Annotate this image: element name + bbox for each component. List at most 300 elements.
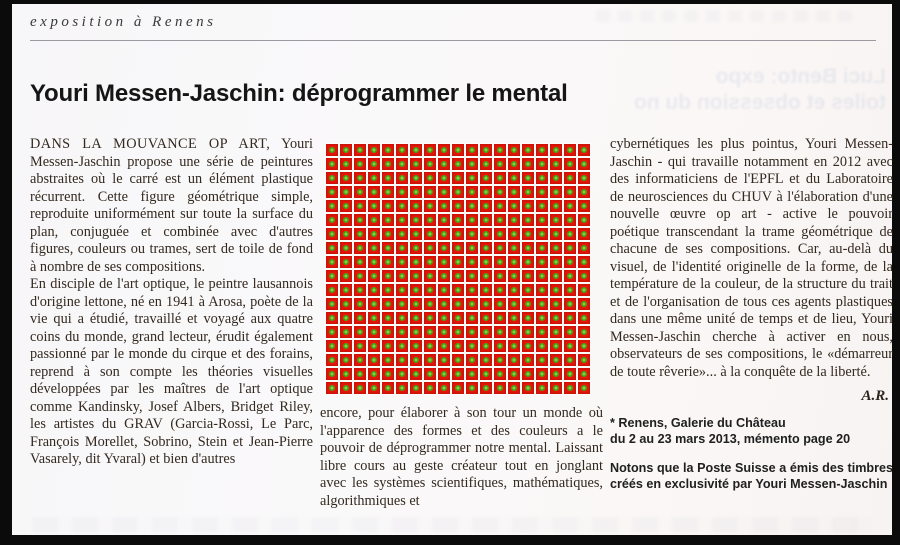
- op-art-cell: [354, 326, 366, 338]
- paragraph-1-text: Youri Messen-Jaschin propose une série de peintures abstraites où le carré est un élément plastique récurrent. Cette figure géométrique simple, reproduite uniformément sur toute la surface du plan, conjuguée et combinée avec d'autres figures, couleurs ou trames, sert de toile de fond à nombre de ses compositions.: [30, 136, 313, 275]
- op-art-cell: [466, 158, 478, 170]
- op-art-cell: [326, 298, 338, 310]
- op-art-cell: [340, 158, 352, 170]
- op-art-cell: [438, 284, 450, 296]
- op-art-cell: [452, 270, 464, 282]
- op-art-cell: [480, 186, 492, 198]
- op-art-cell: [564, 256, 576, 268]
- op-art-cell: [382, 144, 394, 156]
- op-art-cell: [536, 214, 548, 226]
- op-art-cell: [494, 298, 506, 310]
- op-art-cell: [326, 256, 338, 268]
- op-art-cell: [340, 186, 352, 198]
- ghost-line-2: toiles et obsession du no: [633, 91, 886, 114]
- op-art-cell: [354, 256, 366, 268]
- op-art-cell: [494, 242, 506, 254]
- op-art-cell: [452, 158, 464, 170]
- op-art-cell: [550, 242, 562, 254]
- op-art-cell: [354, 298, 366, 310]
- op-art-cell: [536, 186, 548, 198]
- op-art-cell: [480, 382, 492, 394]
- op-art-cell: [452, 200, 464, 212]
- op-art-cell: [480, 270, 492, 282]
- op-art-cell: [522, 158, 534, 170]
- header-rule: [30, 40, 876, 41]
- op-art-cell: [564, 326, 576, 338]
- op-art-cell: [382, 298, 394, 310]
- op-art-cell: [368, 144, 380, 156]
- op-art-cell: [536, 270, 548, 282]
- op-art-cell: [326, 312, 338, 324]
- op-art-cell: [536, 228, 548, 240]
- op-art-cell: [452, 186, 464, 198]
- op-art-cell: [494, 214, 506, 226]
- op-art-cell: [438, 144, 450, 156]
- op-art-cell: [368, 270, 380, 282]
- op-art-cell: [480, 172, 492, 184]
- op-art-cell: [550, 144, 562, 156]
- op-art-cell: [368, 382, 380, 394]
- op-art-cell: [466, 172, 478, 184]
- op-art-cell: [536, 158, 548, 170]
- op-art-cell: [438, 340, 450, 352]
- ghost-line-1: Luci Bento: expo: [715, 65, 886, 88]
- op-art-cell: [410, 354, 422, 366]
- op-art-cell: [368, 158, 380, 170]
- op-art-cell: [578, 326, 590, 338]
- op-art-cell: [578, 172, 590, 184]
- op-art-cell: [326, 284, 338, 296]
- op-art-cell: [494, 172, 506, 184]
- op-art-cell: [354, 354, 366, 366]
- op-art-cell: [508, 214, 520, 226]
- op-art-cell: [480, 312, 492, 324]
- op-art-cell: [536, 256, 548, 268]
- op-art-cell: [326, 326, 338, 338]
- op-art-cell: [382, 242, 394, 254]
- op-art-cell: [578, 270, 590, 282]
- op-art-cell: [410, 256, 422, 268]
- op-art-cell: [382, 312, 394, 324]
- op-art-cell: [522, 382, 534, 394]
- op-art-cell: [480, 340, 492, 352]
- op-art-cell: [536, 144, 548, 156]
- op-art-cell: [508, 228, 520, 240]
- op-art-cell: [410, 368, 422, 380]
- op-art-cell: [382, 256, 394, 268]
- op-art-cell: [438, 158, 450, 170]
- op-art-cell: [410, 186, 422, 198]
- op-art-cell: [368, 368, 380, 380]
- op-art-cell: [410, 214, 422, 226]
- op-art-cell: [396, 158, 408, 170]
- op-art-cell: [522, 284, 534, 296]
- op-art-cell: [368, 298, 380, 310]
- op-art-cell: [508, 200, 520, 212]
- op-art-cell: [494, 270, 506, 282]
- op-art-cell: [550, 368, 562, 380]
- op-art-cell: [424, 340, 436, 352]
- op-art-cell: [508, 298, 520, 310]
- op-art-cell: [326, 200, 338, 212]
- op-art-cell: [480, 144, 492, 156]
- op-art-cell: [368, 228, 380, 240]
- op-art-cell: [396, 256, 408, 268]
- op-art-cell: [564, 158, 576, 170]
- op-art-cell: [438, 270, 450, 282]
- op-art-cell: [452, 368, 464, 380]
- op-art-cell: [550, 354, 562, 366]
- op-art-cell: [438, 186, 450, 198]
- op-art-cell: [466, 256, 478, 268]
- scanned-page: [12, 4, 892, 535]
- op-art-cell: [522, 200, 534, 212]
- op-art-cell: [494, 228, 506, 240]
- op-art-cell: [564, 214, 576, 226]
- op-art-cell: [452, 256, 464, 268]
- op-art-cell: [424, 228, 436, 240]
- op-art-cell: [438, 172, 450, 184]
- op-art-cell: [452, 326, 464, 338]
- op-art-cell: [466, 200, 478, 212]
- op-art-cell: [326, 354, 338, 366]
- op-art-cell: [424, 256, 436, 268]
- paragraph-encore: encore, pour élaborer à son tour un monde où l'apparence des formes et des couleurs a le pouvoir de déprogrammer notre mental. Laissant libre cours au geste créateur tout en jonglant avec les systèmes scientifiques, mathématiques, algorithmiques et: [320, 405, 603, 509]
- op-art-cell: [550, 382, 562, 394]
- op-art-cell: [578, 200, 590, 212]
- op-art-cell: [564, 312, 576, 324]
- op-art-cell: [564, 186, 576, 198]
- op-art-cell: [340, 340, 352, 352]
- op-art-cell: [396, 340, 408, 352]
- op-art-cell: [368, 186, 380, 198]
- op-art-cell: [326, 270, 338, 282]
- article-column-1: [30, 136, 313, 469]
- op-art-cell: [578, 214, 590, 226]
- op-art-cell: [326, 214, 338, 226]
- op-art-cell: [424, 186, 436, 198]
- op-art-cell: [424, 172, 436, 184]
- op-art-cell: [438, 368, 450, 380]
- op-art-cell: [578, 186, 590, 198]
- op-art-cell: [536, 200, 548, 212]
- op-art-cell: [480, 326, 492, 338]
- op-art-cell: [396, 228, 408, 240]
- op-art-cell: [382, 354, 394, 366]
- op-art-cell: [354, 144, 366, 156]
- op-art-cell: [396, 214, 408, 226]
- op-art-cell: [466, 242, 478, 254]
- op-art-cell: [508, 382, 520, 394]
- op-art-cell: [382, 340, 394, 352]
- op-art-cell: [480, 228, 492, 240]
- op-art-cell: [354, 228, 366, 240]
- op-art-cell: [452, 214, 464, 226]
- op-art-cell: [564, 242, 576, 254]
- op-art-cell: [452, 228, 464, 240]
- op-art-cell: [522, 312, 534, 324]
- op-art-cell: [340, 242, 352, 254]
- op-art-cell: [536, 298, 548, 310]
- op-art-cell: [536, 172, 548, 184]
- op-art-cell: [466, 186, 478, 198]
- op-art-cell: [522, 340, 534, 352]
- paragraph-cybernetiques: cybernétiques les plus pointus, Youri Messen-Jaschin - qui travaille notamment en 2012 avec des informaticiens de l'EPFL et du Laboratoire de neurosciences du CHUV à l'élaboration d'une nouvelle œuvre op art - active le pouvoir poétique transcendant la trame géométrique de chacune de ses compositions. Car, au-delà du visuel, de l'identité originelle de la forme, de la température de la couleur, de la structure du trait et de l'organisation de tous ces agents plastiques dans une même unité de temps et de lieu, Youri Messen-Jaschin cherche à activer en nous, observateurs de ses compositions, le «démarreur de toute rêverie»... à la conquête de la liberté.: [610, 136, 893, 380]
- op-art-cell: [410, 200, 422, 212]
- op-art-cell: [550, 186, 562, 198]
- op-art-cell: [438, 326, 450, 338]
- op-art-cell: [466, 312, 478, 324]
- op-art-cell: [424, 214, 436, 226]
- op-art-cell: [340, 200, 352, 212]
- op-art-cell: [382, 382, 394, 394]
- op-art-cell: [382, 270, 394, 282]
- footnote-venue: * Renens, Galerie du Château: [610, 415, 786, 430]
- op-art-cell: [340, 326, 352, 338]
- op-art-cell: [340, 284, 352, 296]
- op-art-cell: [340, 214, 352, 226]
- op-art-cell: [550, 214, 562, 226]
- footnote-stamps-note: Notons que la Poste Suisse a émis des timbres créés en exclusivité par Youri Messen-Jaschin: [610, 460, 893, 491]
- op-art-cell: [480, 214, 492, 226]
- op-art-cell: [410, 172, 422, 184]
- op-art-cell: [522, 172, 534, 184]
- op-art-cell: [354, 284, 366, 296]
- op-art-cell: [564, 228, 576, 240]
- paragraph-disciple: En disciple de l'art optique, le peintre lausannois d'origine lettone, né en 1941 à Arosa, poète de la vie qui a étudié, travaillé et voyagé aux quatre coins du monde, grand lecteur, érudit également passionné par le monde du cirque et des forains, reprend à son compte les théories visuelles développées par les maîtres de l'art optique comme Kandinsky, Josef Albers, Bridget Riley, les artistes du GRAV (Garcia-Rossi, Le Parc, François Morellet, Sobrino, Stein et Jean-Pierre Vasarely, dit Yvaral) et bien d'autres: [30, 276, 313, 467]
- op-art-cell: [354, 340, 366, 352]
- op-art-cell: [438, 312, 450, 324]
- op-art-cell: [578, 158, 590, 170]
- bleedthrough-smudge-top: [592, 10, 852, 22]
- op-art-cell: [340, 270, 352, 282]
- op-art-cell: [340, 172, 352, 184]
- op-art-cell: [452, 172, 464, 184]
- op-art-cell: [326, 144, 338, 156]
- op-art-cell: [340, 298, 352, 310]
- op-art-cell: [424, 270, 436, 282]
- op-art-cell: [508, 312, 520, 324]
- article-column-3: [610, 136, 893, 492]
- op-art-cell: [578, 312, 590, 324]
- op-art-cell: [564, 144, 576, 156]
- op-art-cell: [508, 242, 520, 254]
- op-art-cell: [522, 368, 534, 380]
- op-art-cell: [536, 312, 548, 324]
- op-art-cell: [410, 298, 422, 310]
- op-art-cell: [340, 368, 352, 380]
- op-art-cell: [354, 186, 366, 198]
- op-art-cell: [536, 242, 548, 254]
- op-art-cell: [480, 298, 492, 310]
- op-art-cell: [466, 284, 478, 296]
- footnote-dates: du 2 au 23 mars 2013, mémento page 20: [610, 431, 851, 446]
- op-art-cell: [438, 214, 450, 226]
- op-art-cell: [424, 312, 436, 324]
- op-art-cell: [522, 242, 534, 254]
- op-art-cell: [522, 298, 534, 310]
- op-art-cell: [424, 368, 436, 380]
- op-art-cell: [382, 186, 394, 198]
- paragraph-op-art: [30, 136, 313, 276]
- op-art-cell: [550, 172, 562, 184]
- op-art-cell: [382, 158, 394, 170]
- op-art-cell: [396, 186, 408, 198]
- op-art-cell: [550, 270, 562, 282]
- op-art-cell: [536, 368, 548, 380]
- op-art-cell: [508, 256, 520, 268]
- op-art-cell: [396, 298, 408, 310]
- op-art-cell: [396, 312, 408, 324]
- op-art-cell: [368, 354, 380, 366]
- op-art-cell: [326, 228, 338, 240]
- op-art-cell: [354, 382, 366, 394]
- op-art-cell: [382, 228, 394, 240]
- op-art-cell: [354, 312, 366, 324]
- op-art-cell: [508, 158, 520, 170]
- op-art-cell: [424, 284, 436, 296]
- op-art-cell: [536, 326, 548, 338]
- op-art-cell: [396, 242, 408, 254]
- op-art-cell: [368, 214, 380, 226]
- op-art-cell: [522, 270, 534, 282]
- op-art-cell: [522, 326, 534, 338]
- op-art-cell: [410, 312, 422, 324]
- op-art-cell: [564, 354, 576, 366]
- op-art-cell: [494, 186, 506, 198]
- op-art-cell: [326, 368, 338, 380]
- op-art-cell: [424, 382, 436, 394]
- op-art-cell: [564, 200, 576, 212]
- op-art-cell: [424, 242, 436, 254]
- op-art-cell: [550, 326, 562, 338]
- op-art-cell: [522, 354, 534, 366]
- op-art-cell: [326, 186, 338, 198]
- op-art-cell: [354, 270, 366, 282]
- op-art-cell: [494, 312, 506, 324]
- op-art-cell: [438, 228, 450, 240]
- op-art-cell: [578, 144, 590, 156]
- op-art-cell: [550, 256, 562, 268]
- op-art-cell: [536, 284, 548, 296]
- op-art-cell: [326, 172, 338, 184]
- op-art-cell: [326, 340, 338, 352]
- op-art-cell: [550, 340, 562, 352]
- op-art-cell: [410, 326, 422, 338]
- op-art-cell: [466, 144, 478, 156]
- op-art-cell: [494, 354, 506, 366]
- op-art-cell: [550, 158, 562, 170]
- op-art-cell: [424, 354, 436, 366]
- op-art-cell: [424, 200, 436, 212]
- op-art-image: [325, 143, 591, 395]
- op-art-cell: [438, 298, 450, 310]
- op-art-cell: [368, 242, 380, 254]
- op-art-cell: [522, 256, 534, 268]
- op-art-cell: [480, 200, 492, 212]
- op-art-cell: [466, 214, 478, 226]
- op-art-cell: [466, 270, 478, 282]
- bleedthrough-smudge-bottom: [32, 517, 872, 533]
- op-art-cell: [508, 172, 520, 184]
- section-label: exposition à Renens: [30, 14, 217, 30]
- op-art-cell: [396, 284, 408, 296]
- op-art-cell: [354, 172, 366, 184]
- op-art-cell: [452, 284, 464, 296]
- op-art-cell: [340, 144, 352, 156]
- op-art-cell: [508, 270, 520, 282]
- op-art-cell: [410, 340, 422, 352]
- paragraph-lead-caps: DANS LA MOUVANCE OP ART,: [30, 136, 271, 152]
- op-art-cell: [508, 340, 520, 352]
- op-art-cell: [480, 354, 492, 366]
- op-art-cell: [508, 284, 520, 296]
- op-art-cell: [326, 382, 338, 394]
- op-art-cell: [494, 144, 506, 156]
- op-art-cell: [410, 284, 422, 296]
- op-art-cell: [438, 200, 450, 212]
- op-art-cell: [452, 354, 464, 366]
- op-art-cell: [564, 340, 576, 352]
- op-art-cell: [396, 200, 408, 212]
- op-art-cell: [424, 144, 436, 156]
- op-art-cell: [410, 228, 422, 240]
- op-art-cell: [452, 340, 464, 352]
- op-art-cell: [522, 186, 534, 198]
- op-art-cell: [368, 340, 380, 352]
- op-art-cell: [466, 298, 478, 310]
- op-art-cell: [452, 144, 464, 156]
- op-art-cell: [480, 256, 492, 268]
- op-art-cell: [354, 158, 366, 170]
- op-art-cell: [382, 284, 394, 296]
- op-art-cell: [564, 298, 576, 310]
- op-art-cell: [424, 326, 436, 338]
- op-art-cell: [536, 340, 548, 352]
- author-initials: A.R.: [861, 388, 889, 404]
- op-art-cell: [410, 144, 422, 156]
- op-art-cell: [578, 256, 590, 268]
- op-art-cell: [340, 228, 352, 240]
- op-art-cell: [494, 340, 506, 352]
- op-art-cell: [340, 382, 352, 394]
- op-art-cell: [494, 326, 506, 338]
- op-art-cell: [424, 298, 436, 310]
- op-art-cell: [396, 382, 408, 394]
- op-art-cell: [452, 298, 464, 310]
- op-art-cell: [410, 382, 422, 394]
- op-art-cell: [536, 354, 548, 366]
- op-art-cell: [480, 242, 492, 254]
- op-art-cell: [396, 270, 408, 282]
- article-column-2: [320, 132, 603, 510]
- op-art-cell: [550, 284, 562, 296]
- op-art-cell: [410, 242, 422, 254]
- op-art-cell: [564, 368, 576, 380]
- op-art-cell: [480, 284, 492, 296]
- op-art-cell: [438, 256, 450, 268]
- op-art-cell: [508, 368, 520, 380]
- op-art-cell: [382, 214, 394, 226]
- op-art-cell: [466, 228, 478, 240]
- article-title: Youri Messen-Jaschin: déprogrammer le mental: [30, 80, 568, 108]
- op-art-cell: [438, 354, 450, 366]
- op-art-cell: [466, 326, 478, 338]
- op-art-cell: [382, 326, 394, 338]
- op-art-cell: [340, 256, 352, 268]
- op-art-cell: [396, 144, 408, 156]
- op-art-cell: [466, 382, 478, 394]
